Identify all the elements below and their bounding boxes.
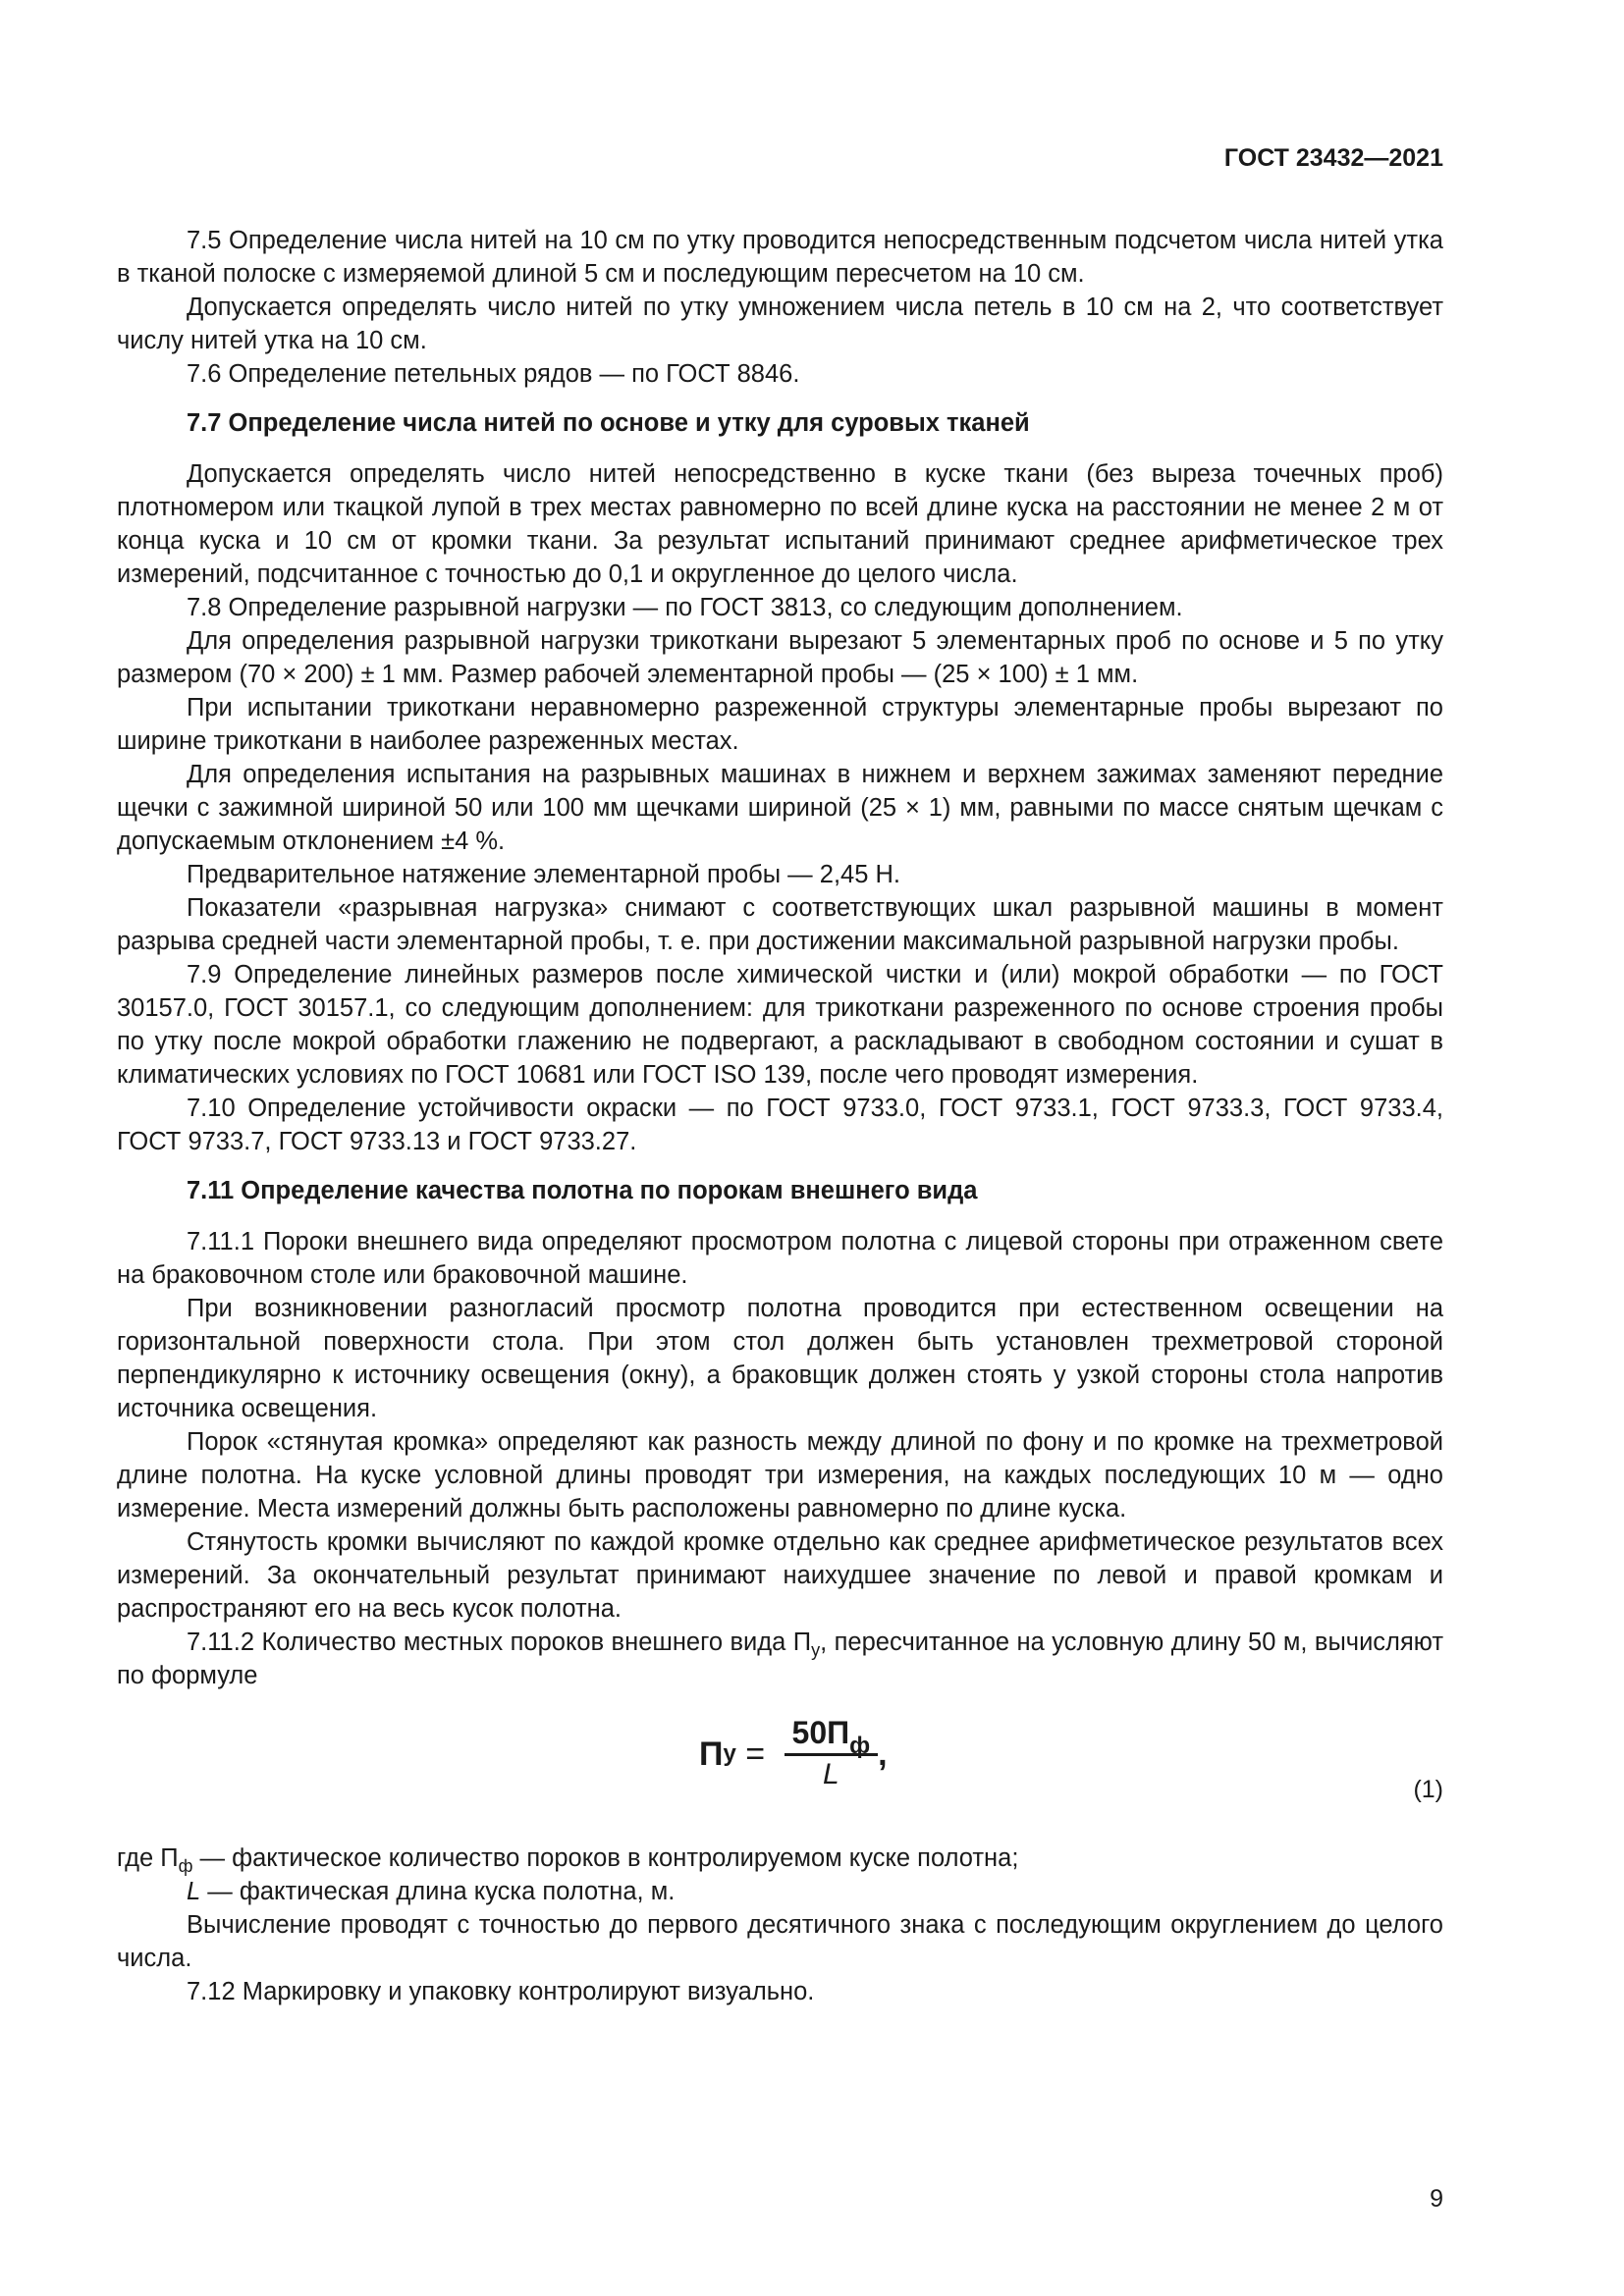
standard-code: ГОСТ 23432—2021: [1223, 144, 1443, 172]
paragraph-7-6: 7.6 Определение петельных рядов — по ГОСТ 8846.: [187, 360, 800, 388]
formula-expression: П у = $\frac{50П_ф}{L}$ ,: [699, 1715, 888, 1790]
paragraph: При возникновении разногласий просмотр полотна проводится при естественном освещении на горизонтальной поверхности стола. При этом стол должен быть установлен трехметровой стороной перпендикулярно к источнику освещения (окну), а браковщик должен стоять у узкой стороны стола напротив источника освещения.: [117, 1295, 1443, 1422]
paragraph: Допускается определять число нитей по утку умножением числа петель в 10 см на 2, что соответствует числу нитей утка на 10 см.: [117, 294, 1443, 354]
paragraph-7-9: 7.9 Определение линейных размеров после химической чистки и (или) мокрой обработки — по ГОСТ 30157.0, ГОСТ 30157.1, со следующим дополнением: для трикоткани разреженного по основе строения пробы по утку после мокрой обработки глажению не подвергают, а раскладывают в свободном состоянии и сушат в климатических условиях по ГОСТ 10681 или ГОСТ ISO 139, после чего проводят измерения.: [117, 961, 1443, 1089]
section-heading-7-11: 7.11 Определение качества полотна по порокам внешнего вида: [187, 1177, 978, 1204]
paragraph: Предварительное натяжение элементарной пробы — 2,45 Н.: [187, 861, 900, 888]
paragraph-7-5: 7.5 Определение числа нитей на 10 см по утку проводится непосредственным подсчетом числа нитей утка в тканой полоске с измеряемой длиной 5 см и последующим пересчетом на 10 см.: [117, 227, 1443, 288]
paragraph-7-11-1: 7.11.1 Пороки внешнего вида определяют просмотром полотна с лицевой стороны при отраженном свете на браковочном столе или браковочной машине.: [117, 1228, 1443, 1289]
section-heading-7-7: 7.7 Определение числа нитей по основе и утку для суровых тканей: [187, 409, 1030, 437]
body-text: [117, 224, 1443, 2008]
paragraph: Стянутость кромки вычисляют по каждой кромке отдельно как среднее арифметическое результатов всех измерений. За окончательный результат принимают наихудшее значение по левой и правой кромкам и распространяют его на весь кусок полотна.: [117, 1528, 1443, 1623]
where-clause-l: L — фактическая длина куска полотна, м.: [187, 1878, 676, 1905]
paragraph: Допускается определять число нитей непосредственно в куске ткани (без выреза точечных проб) плотномером или ткацкой лупой в трех местах равномерно по всей длине куска на расстоянии не менее 2 м от конца куска и 10 см от кромки ткани. За результат испытаний принимают среднее арифметическое трех измерений, подсчитанное с точностью до 0,1 и округленное до целого числа.: [117, 460, 1443, 588]
paragraph: Вычисление проводят с точностью до первого десятичного знака с последующим округлением до целого числа.: [117, 1911, 1443, 1972]
paragraph: Для определения испытания на разрывных машинах в нижнем и верхнем зажимах заменяют передние щечки с зажимной шириной 50 или 100 мм щечками шириной (25 × 1) мм, равными по массе снятым щечкам с допускаемым отклонением ±4 %.: [117, 761, 1443, 855]
formula-fraction: $\frac{50П_ф}{L}$: [785, 1716, 879, 1791]
paragraph-7-8: 7.8 Определение разрывной нагрузки — по ГОСТ 3813, со следующим дополнением.: [187, 594, 1183, 621]
paragraph-7-12: 7.12 Маркировку и упаковку контролируют визуально.: [187, 1978, 815, 2005]
paragraph-7-10: 7.10 Определение устойчивости окраски — по ГОСТ 9733.0, ГОСТ 9733.1, ГОСТ 9733.3, ГОСТ 9733.4, ГОСТ 9733.7, ГОСТ 9733.13 и ГОСТ 9733.27.: [117, 1095, 1443, 1155]
formula-number: (1): [1413, 1776, 1443, 1803]
formula-1: [117, 1706, 1443, 1834]
page-number: 9: [1430, 2185, 1443, 2213]
paragraph-7-11-2: 7.11.2 Количество местных пороков внешнего вида $П_у$, пересчитанное на условную длину 50 м, вычисляют по формуле: [117, 1629, 1443, 1689]
paragraph: Порок «стянутая кромка» определяют как разность между длиной по фону и по кромке на трехметровой длине полотна. На куске условной длины проводят три измерения, на каждых последующих 10 м — одно измерение. Места измерений должны быть расположены равномерно по длине куска.: [117, 1428, 1443, 1522]
paragraph: При испытании трикоткани неравномерно разреженной структуры элементарные пробы вырезают по ширине трикоткани в наиболее разреженных местах.: [117, 694, 1443, 755]
where-clause: где $П_ф$ — фактическое количество пороков в контролируемом куске полотна;: [117, 1844, 1019, 1876]
paragraph: Показатели «разрывная нагрузка» снимают с соответствующих шкал разрывной машины в момент разрыва средней части элементарной пробы, т. е. при достижении максимальной разрывной нагрузки пробы.: [117, 894, 1443, 955]
paragraph: Для определения разрывной нагрузки трикоткани вырезают 5 элементарных проб по основе и 5 по утку размером (70 × 200) ± 1 мм. Размер рабочей элементарной пробы — (25 × 100) ± 1 мм.: [117, 627, 1443, 688]
